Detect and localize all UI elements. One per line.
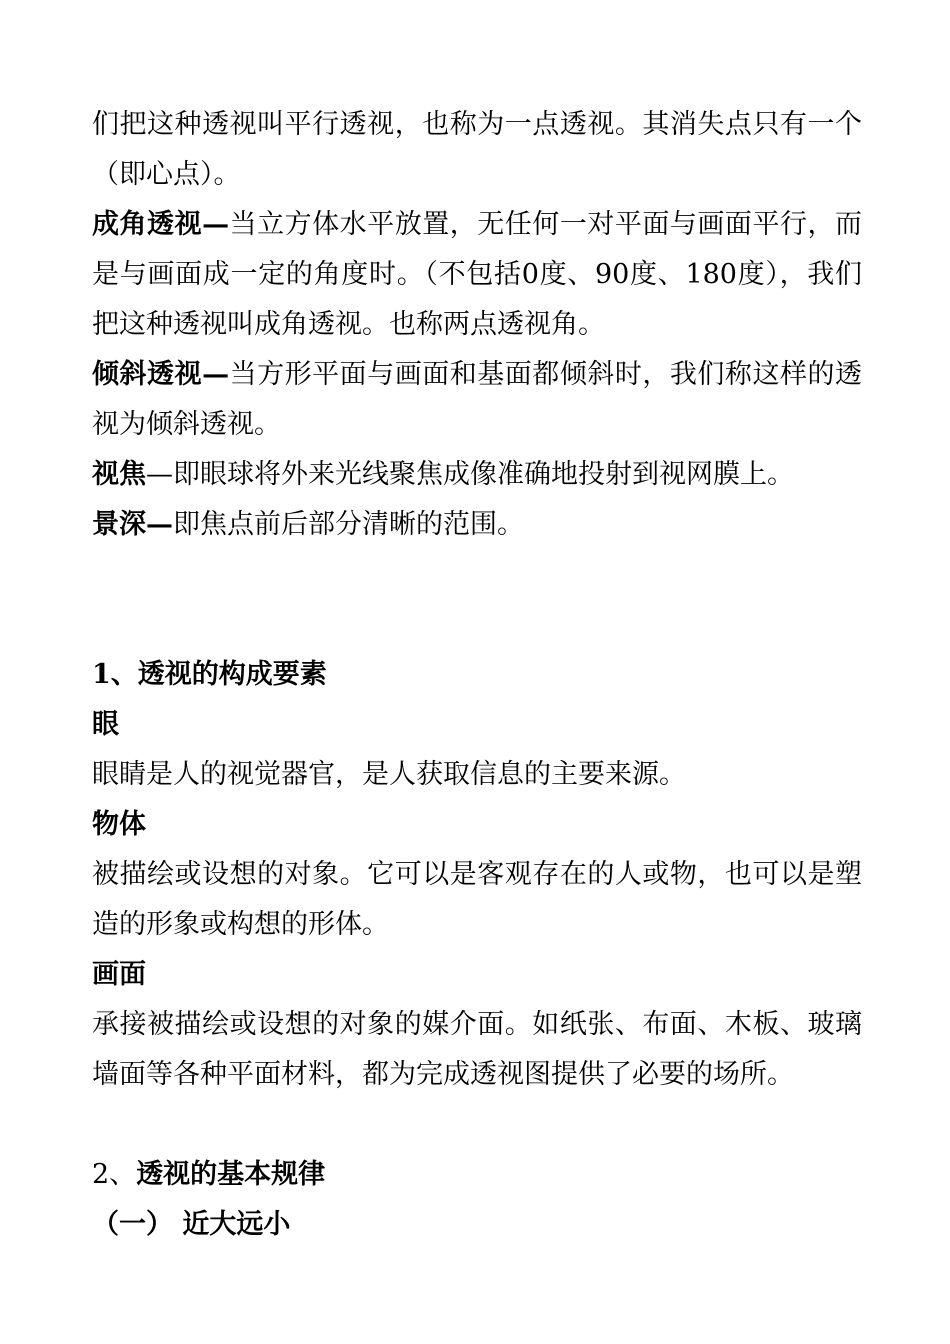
- paragraph-text: 们把这种透视叫平行透视，也称为一点透视。其消失点只有一个（即心点）。: [92, 109, 862, 190]
- section-title: 透视的基本规律: [136, 1159, 326, 1190]
- section-heading-basic-rules: [92, 1150, 862, 1200]
- subheading-object: 物体: [92, 809, 146, 840]
- term-angular-perspective: 成角透视—: [92, 209, 230, 240]
- definition-depth-of-field: 即焦点前后部分清晰的范围。: [173, 509, 524, 540]
- subheading-picture-plane: 画面: [92, 959, 146, 990]
- paragraph-oblique-perspective: [92, 350, 862, 450]
- term-oblique-perspective: 倾斜透视—: [92, 359, 230, 390]
- blank-space: [92, 1100, 862, 1150]
- definition-oblique-perspective: 当方形平面与画面和基面都倾斜时，我们称这样的透视为倾斜透视。: [92, 359, 863, 440]
- paragraph-angular-perspective: [92, 200, 862, 350]
- subheading-eye: 眼: [92, 709, 119, 740]
- definition-visual-focus: —即眼球将外来光线聚焦成像准确地投射到视网膜上。: [146, 459, 794, 490]
- paragraph-depth-of-field: [92, 500, 862, 550]
- paragraph-eye: 眼睛是人的视觉器官，是人获取信息的主要来源。: [92, 759, 686, 790]
- section-number: 2、: [92, 1159, 137, 1190]
- definition-angular-perspective: 当立方体水平放置，无任何一对平面与画面平行，而是与画面成一定的角度时。（不包括0度、90度、180度），我们把这种透视叫成角透视。也称两点透视角。: [92, 209, 863, 340]
- section-heading-elements: 1、透视的构成要素: [92, 659, 327, 690]
- paragraph-visual-focus: [92, 450, 862, 500]
- term-depth-of-field: 景深—: [92, 509, 173, 540]
- document-page: [92, 100, 862, 1250]
- paragraph-picture-plane: 承接被描绘或设想的对象的媒介面。如纸张、布面、木板、玻璃墙面等各种平面材料，都为完成透视图提供了必要的场所。: [92, 1009, 862, 1090]
- paragraph-object: 被描绘或设想的对象。它可以是客观存在的人或物，也可以是塑造的形象或构想的形体。: [92, 859, 862, 940]
- term-visual-focus: 视焦: [92, 459, 146, 490]
- paragraph-parallel-perspective: [92, 100, 862, 200]
- subheading-near-large-far-small: （一） 近大远小: [92, 1209, 291, 1240]
- blank-space: [92, 550, 862, 650]
